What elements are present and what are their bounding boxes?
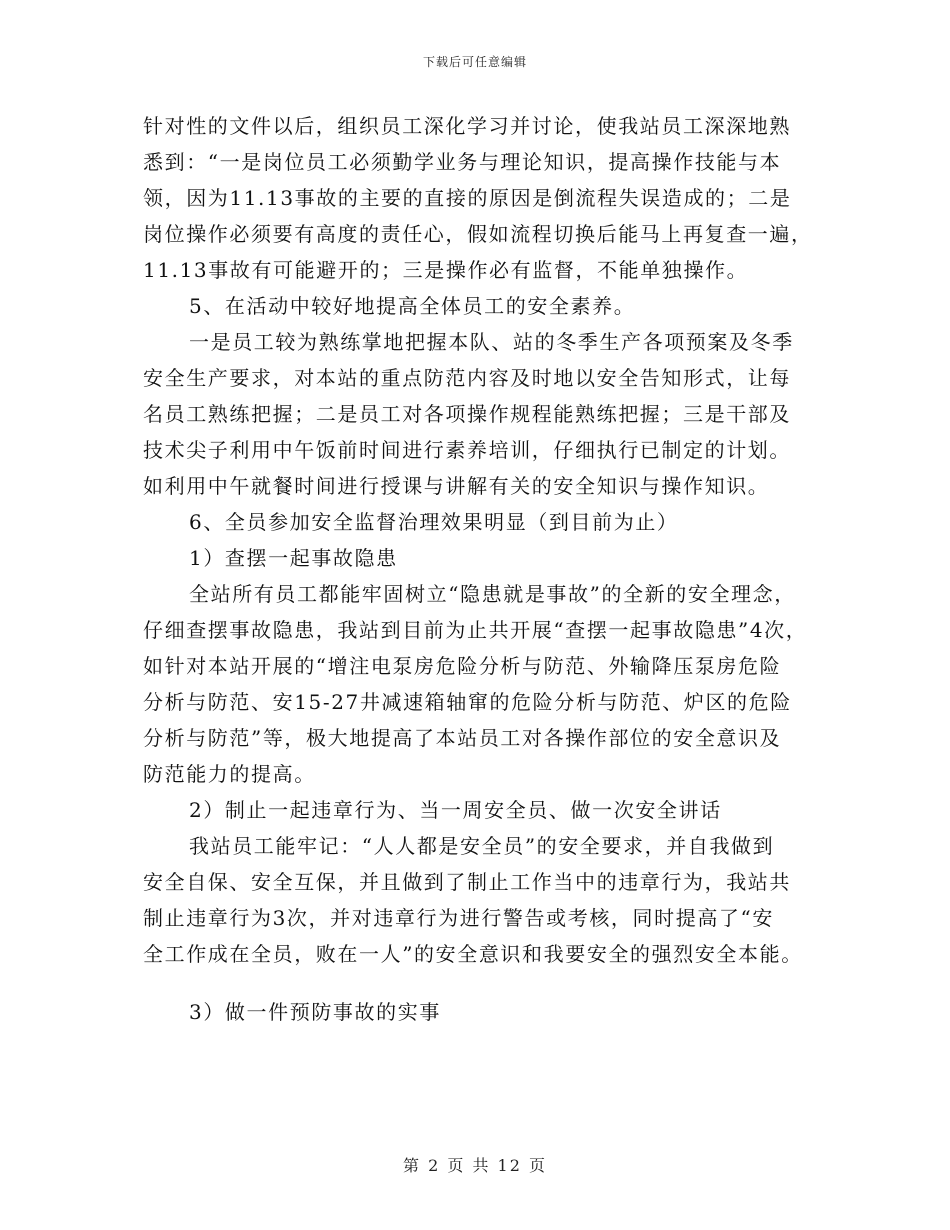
body-line: 一是员工较为熟练掌地把握本队、站的冬季生产各项预案及冬季 [189,330,794,354]
section-heading: 6、全员参加安全监督治理效果明显（到目前为止） [189,510,679,534]
body-line: 针对性的文件以后，组织员工深化学习并讨论，使我站员工深深地熟 [143,114,791,138]
body-line: 名员工熟练把握；二是员工对各项操作规程能熟练把握；三是干部及 [143,402,791,426]
document-body [143,108,833,1030]
body-line: 如针对本站开展的“增注电泵房危险分析与防范、外输降压泵房危险 [143,654,782,678]
section-heading: 5、在活动中较好地提高全体员工的安全素养。 [189,294,636,318]
body-line: 防范能力的提高。 [143,762,316,786]
body-line: 领，因为11.13事故的主要的直接的原因是倒流程失误造成的；二是 [143,186,792,210]
page-header: 下载后可任意编辑 [422,55,527,69]
body-line: 安全生产要求，对本站的重点防范内容及时地以安全告知形式，让每 [143,366,791,390]
subsection-heading: 1）查摆一起事故隐患 [189,546,398,570]
subsection-heading: 3）做一件预防事故的实事 [189,1000,441,1024]
body-line: 仔细查摆事故隐患，我站到目前为止共开展“查摆一起事故隐患”4次， [143,618,808,642]
body-line: 如利用中午就餐时间进行授课与讲解有关的安全知识与操作知识。 [143,474,770,498]
body-line: 技术尖子利用中午饭前时间进行素养培训，仔细执行已制定的计划。 [143,438,791,462]
body-line: 全站所有员工都能牢固树立“隐患就是事故”的全新的安全理念， [189,582,796,606]
body-line: 分析与防范、安15-27井减速箱轴窜的危险分析与防范、炉区的危险 [143,690,792,714]
body-line: 制止违章行为3次，并对违章行为进行警告或考核，同时提高了“安 [143,906,774,930]
body-line: 11.13事故有可能避开的；三是操作必有监督，不能单独操作。 [143,258,749,282]
paragraph-gap [143,972,833,994]
subsection-heading: 2）制止一起违章行为、当一周安全员、做一次安全讲话 [189,798,722,822]
page-number: 第 2 页 共 12 页 [403,1156,547,1175]
body-line: 安全自保、安全互保，并且做到了制止工作当中的违章行为，我站共 [143,870,791,894]
body-line: 岗位操作必须要有高度的责任心，假如流程切换后能马上再复查一遍， [143,222,813,246]
body-line: 全工作成在全员，败在一人”的安全意识和我要安全的强烈安全本能。 [143,942,803,966]
body-line: 分析与防范”等，极大地提高了本站员工对各操作部位的安全意识及 [143,726,782,750]
body-line: 悉到：“一是岗位员工必须勤学业务与理论知识，提高操作技能与本 [143,150,782,174]
body-line: 我站员工能牢记：“人人都是安全员”的安全要求，并自我做到 [189,834,775,858]
